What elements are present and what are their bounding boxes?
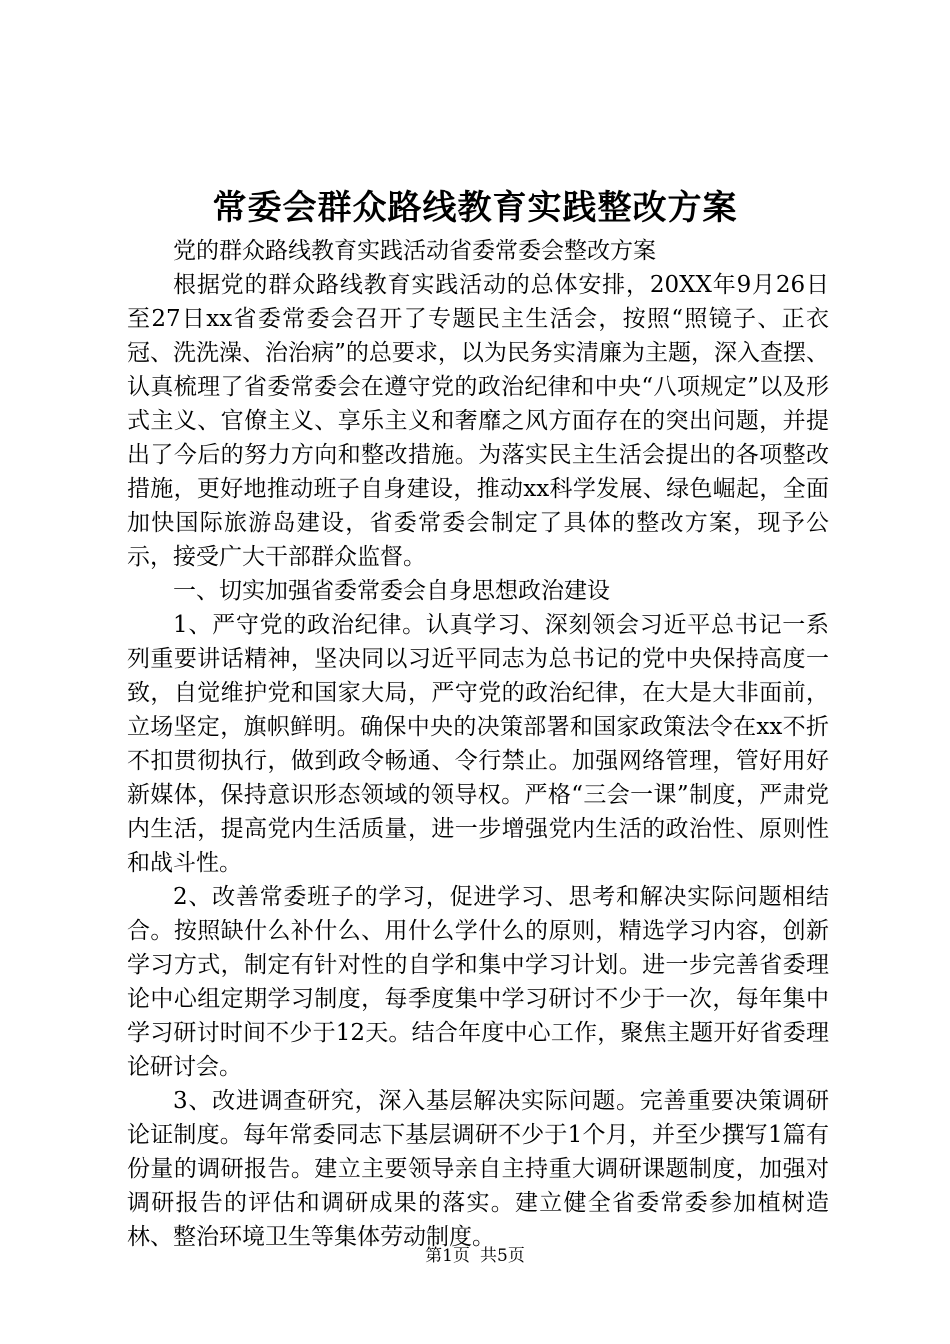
intro-paragraph: 根据党的群众路线教育实践活动的总体安排，20XX年9月26日至27日xx省委常委会召开了专题民主生活会，按照“照镜子、正衣冠、洗洗澡、治治病”的总要求，以为民务实清廉为主题，深入查摆、认真梳理了省委常委会在遵守党的政治纪律和中央“八项规定”以及形式主义、官僚主义、享乐主义和奢靡之风方面存在的突出问题，并提出了今后的努力方向和整改措施。为落实民主生活会提出的各项整改措施，更好地推动班子自身建设，推动xx科学发展、绿色崛起，全面加快国际旅游岛建设，省委常委会制定了具体的整改方案，现予公示，接受广大干部群众监督。	[127, 272, 829, 570]
subtitle-paragraph: 党的群众路线教育实践活动省委常委会整改方案	[173, 238, 656, 264]
item-paragraph-1: 1、严守党的政治纪律。认真学习、深刻领会习近平总书记一系列重要讲话精神，坚决同以习近平同志为总书记的党中央保持高度一致，自觉维护党和国家大局，严守党的政治纪律，在大是大非面前，立场坚定，旗帜鲜明。确保中央的决策部署和国家政策法令在xx不折不扣贯彻执行，做到政令畅通、令行禁止。加强网络管理，管好用好新媒体，保持意识形态领域的领导权。严格“三会一课”制度，严肃党内生活，提高党内生活质量，进一步增强党内生活的政治性、原则性和战斗性。	[127, 612, 829, 876]
document-body	[127, 234, 829, 1254]
document-title: 常委会群众路线教育实践整改方案	[212, 188, 738, 228]
page-total: 共5页	[480, 1246, 525, 1266]
item-paragraph-3: 3、改进调查研究，深入基层解决实际问题。完善重要决策调研论证制度。每年常委同志下基层调研不少于1个月，并至少撰写1篇有份量的调研报告。建立主要领导亲自主持重大调研课题制度，加强对调研报告的评估和调研成果的落实。建立健全省委常委参加植树造林、整治环境卫生等集体劳动制度。	[127, 1088, 829, 1250]
page-footer	[0, 1244, 950, 1268]
page-number: 第1页	[425, 1246, 470, 1266]
item-paragraph-2: 2、改善常委班子的学习，促进学习、思考和解决实际问题相结合。按照缺什么补什么、用什么学什么的原则，精选学习内容，创新学习方式，制定有针对性的自学和集中学习计划。进一步完善省委理论中心组定期学习制度，每季度集中学习研讨不少于一次，每年集中学习研讨时间不少于12天。结合年度中心工作，聚焦主题开好省委理论研讨会。	[127, 884, 829, 1080]
section-heading: 一、切实加强省委常委会自身思想政治建设	[173, 578, 610, 604]
